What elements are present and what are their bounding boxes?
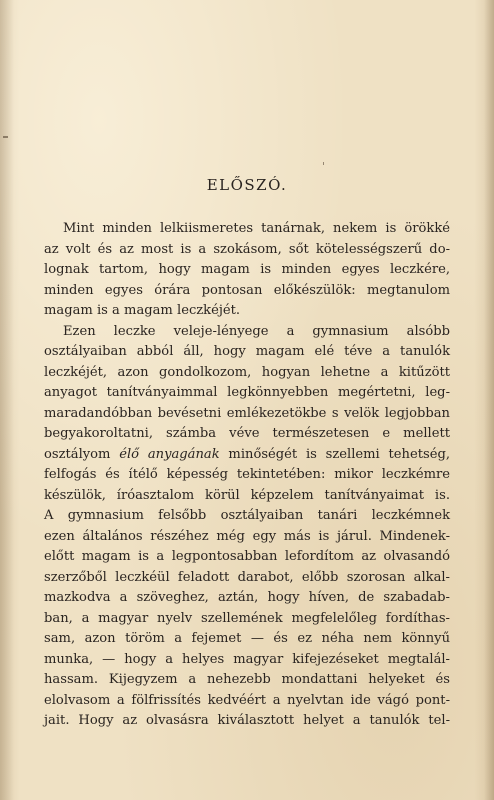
- text-line: szerzőből leczkéül feladott darabot, előbb szorosan alkal-: [44, 569, 450, 585]
- text-line: felfogás és ítélő képesség tekintetében: mikor leczkémre: [44, 467, 450, 482]
- text-line-emphasis: osztályom élő anyagának minőségét is szellemi tehetség,: [44, 446, 450, 462]
- text-line: anyagot tanítványaimmal legkönnyebben megértetni, leg-: [44, 385, 450, 400]
- ink-speck: [323, 162, 324, 165]
- text-line: begyakoroltatni, számba véve természetesen e mellett: [44, 426, 450, 441]
- text-line: készülök, íróasztalom körül képzelem tanítványaimat is.: [44, 487, 450, 503]
- text-line: minden egyes órára pontosan előkészülök: megtanulom: [44, 282, 450, 298]
- text-line: ban, a magyar nyelv szellemének megfelelőleg fordíthas-: [44, 610, 450, 626]
- page-edge-shadow: [484, 0, 494, 800]
- text-line: magam is a magam leczkéjét.: [44, 303, 241, 318]
- text-line: Mint minden lelkiismeretes tanárnak, nekem is örökké: [63, 221, 450, 236]
- margin-mark: [3, 136, 8, 138]
- text-line: jait. Hogy az olvasásra kiválasztott helyet a tanulók tel-: [44, 713, 450, 728]
- text-line: munka, — hogy a helyes magyar kifejezéseket megtalál-: [44, 651, 450, 667]
- emphasized-phrase: élő anyagának: [119, 446, 220, 462]
- text-line: előtt magam is a legpontosabban lefordítom az olvasandó: [44, 549, 450, 564]
- text-line: lognak tartom, hogy magam is minden egyes leczkére,: [44, 262, 450, 277]
- text-line: maradandóbban bevésetni emlékezetökbe s velök legjobban: [44, 405, 450, 421]
- text-line: sam, azon töröm a fejemet — és ez néha nem könnyű: [44, 631, 450, 646]
- page-gutter-shadow: [0, 0, 14, 800]
- text-line: A gymnasium felsőbb osztályaiban tanári leczkémnek: [44, 508, 450, 523]
- text-line: osztályaiban abból áll, hogy magam elé téve a tanulók: [44, 344, 450, 359]
- page-title: ELŐSZÓ.: [206, 176, 288, 194]
- text-line: hassam. Kijegyzem a nehezebb mondattani helyeket és: [44, 672, 450, 687]
- preface-text: [44, 219, 450, 732]
- text-line: mazkodva a szöveghez, aztán, hogy híven, de szabadab-: [44, 590, 450, 605]
- text-line: ezen általános részéhez még egy más is járul. Mindenek-: [44, 528, 450, 544]
- text-line: leczkéjét, azon gondolkozom, hogyan lehetne a kitűzött: [44, 364, 450, 380]
- text-line: Ezen leczke veleje-lényege a gymnasium alsóbb: [63, 323, 450, 339]
- text-line: az volt és az most is a szokásom, sőt kötelességszerű do-: [44, 241, 450, 257]
- text-line: elolvasom a fölfrissítés kedvéért a nyelvtan ide vágó pont-: [44, 692, 450, 708]
